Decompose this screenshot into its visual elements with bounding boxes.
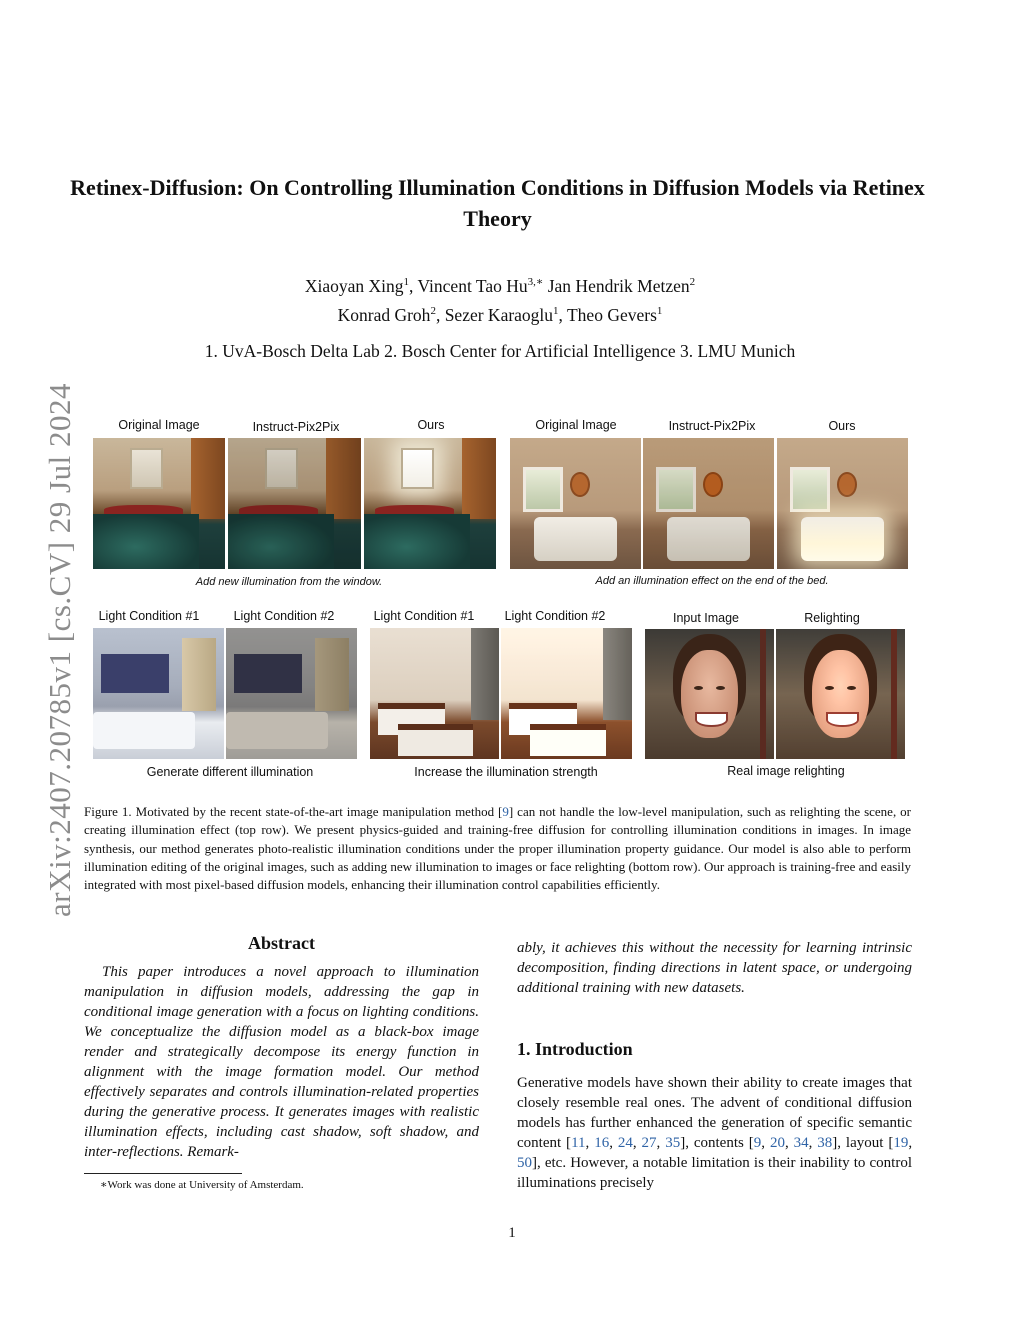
label-input-image: Input Image [672, 611, 740, 625]
paper-title: Retinex-Diffusion: On Controlling Illumination Conditions in Diffusion Models via Retinex Theory [70, 175, 925, 231]
author-affil-mark: 2 [689, 276, 696, 288]
author-affil-mark: 1 [553, 304, 559, 317]
label-light-condition-1: Light Condition #1 [373, 609, 475, 623]
caption-real-image-relighting: Real image relighting [727, 764, 845, 778]
affiliations: 1. UvA-Bosch Delta Lab 2. Bosch Center for Artificial Intelligence 3. LMU Munich [204, 341, 796, 361]
room-original-image [510, 438, 641, 569]
abstract-heading: Abstract [248, 933, 315, 953]
introduction-heading: 1. Introduction [517, 1039, 633, 1059]
label-instruct-pix2pix: Instruct-Pix2Pix [668, 419, 756, 433]
label-original-image: Original Image [118, 418, 200, 432]
author-affil-mark: 1 [403, 276, 410, 288]
caption-increase-illumination-strength: Increase the illumination strength [414, 765, 598, 779]
citation-link[interactable]: 24 [617, 1135, 633, 1151]
hotel-light-condition-2-image [226, 628, 357, 759]
introduction-text: , [656, 1135, 666, 1151]
label-light-condition-2: Light Condition #2 [233, 609, 335, 623]
citation-link[interactable]: 11 [571, 1135, 586, 1151]
introduction-text: , [808, 1135, 818, 1151]
author-affil-mark: 3,∗ [527, 276, 544, 288]
author-line-1: Xiaoyan Xing$^1$, Vincent Tao $Hu^{3,∗}$ Jan Hendrik Metzen$^2$ [304, 275, 696, 296]
room-ours-image [777, 438, 908, 569]
author-line-2: Konrad Groh$^2$, Sezer Karaoglu$^1$, Theo Gevers$^1$ [337, 304, 663, 325]
twin-room-light-condition-1-image [370, 628, 499, 759]
bedroom-original-image [93, 438, 225, 569]
introduction-text: , [761, 1135, 770, 1151]
introduction-body [517, 1073, 912, 1193]
abstract-body: This paper introduces a novel approach to illumination manipulation in diffusion models, addressing the gap in conditional image generation with a focus on lighting conditions. We conceptualize the diffusion model as a black-box image render and strategically decompose its energy function in alignment with the image formation model. Our method effectively separates and controls illumination-related properties during the generative process. It generates images with realistic illumination effects, including cast shadow, soft shadow, and inter-reflections. Remark- [84, 964, 479, 1160]
label-ours: Ours [417, 418, 445, 432]
introduction-text: ], contents [ [680, 1135, 754, 1151]
introduction-text: ], layout [ [832, 1135, 894, 1151]
abstract-continued: ably, it achieves this without the necessity for learning intrinsic decomposition, finding directions in latent space, or undergoing additional training with new datasets. [517, 940, 912, 996]
hotel-light-condition-1-image [93, 628, 224, 759]
author-name: Sezer Karaoglu [444, 304, 554, 325]
label-light-condition-2: Light Condition #2 [504, 609, 606, 623]
author-name: Konrad Groh [337, 304, 431, 325]
arxiv-id-text: arXiv:2407.20785v1 [cs.CV] 29 Jul 2024 [42, 383, 77, 917]
citation-link[interactable]: 27 [641, 1135, 657, 1151]
face-input-image [645, 629, 774, 759]
citation-link[interactable]: 38 [817, 1135, 833, 1151]
author-name: Theo Gevers [566, 304, 657, 325]
introduction-text: , [632, 1135, 642, 1151]
citation-link[interactable]: 50 [517, 1155, 532, 1171]
caption-add-window-illumination: Add new illumination from the window. [195, 576, 383, 588]
figure-caption [84, 803, 911, 894]
label-relighting: Relighting [804, 611, 860, 625]
figure-caption-text: Figure 1. Motivated by the recent state-of-the-art image manipulation method [ [84, 804, 503, 819]
author-name: Jan Hendrik Metzen [547, 275, 690, 296]
introduction-text: , [784, 1135, 794, 1151]
caption-generate-different-illumination: Generate different illumination [146, 765, 314, 779]
introduction-text: , [908, 1135, 913, 1151]
page-number: 1 [508, 1225, 516, 1241]
introduction-text: Generative models have shown their ability to create images that closely resemble real ones. The advent of conditional diffusion models has further enhanced the generation of specific semantic content [ [517, 1075, 912, 1151]
author-list [150, 270, 850, 328]
bedroom-ours-image [364, 438, 496, 569]
citation-link[interactable]: 35 [665, 1135, 681, 1151]
citation-link[interactable]: 34 [793, 1135, 809, 1151]
footnote-rule [84, 1173, 242, 1174]
author-name: Vincent Tao Hu [417, 275, 528, 296]
author-name: Xiaoyan Xing [304, 275, 404, 296]
citation-link[interactable]: 9 [753, 1135, 762, 1151]
author-affil-mark: 1 [656, 304, 663, 317]
citation-link[interactable]: 20 [769, 1135, 785, 1151]
introduction-text: , [609, 1135, 618, 1151]
label-light-condition-1: Light Condition #1 [98, 609, 200, 623]
citation-link[interactable]: 19 [893, 1135, 909, 1151]
author-affil-mark: 2 [430, 304, 436, 317]
bedroom-instructpix2pix-image [228, 438, 361, 569]
citation-link[interactable]: 16 [594, 1135, 610, 1151]
citation-link[interactable]: 9 [502, 804, 509, 819]
room-instructpix2pix-image [643, 438, 774, 569]
footnote: ∗Work was done at University of Amsterdam. [100, 1179, 304, 1191]
face-relighting-image [776, 629, 905, 759]
label-instruct-pix2pix: Instruct-Pix2Pix [252, 420, 340, 434]
twin-room-light-condition-2-image [501, 628, 632, 759]
label-original-image: Original Image [535, 418, 617, 432]
figure-caption-text: ] can not handle the low-level manipulation, such as relighting the scene, or creating illumination effect (top row). We present physics-guided and training-free diffusion for controlling illumination conditions in images. In image synthesis, our method generates photo-realistic illumination conditions under the proper illumination property guidance. Our model is also able to perform illumination editing of the original images, such as adding new illumination to images or face relighting (bottom row). Our approach is training-free and easily integrated with most pixel-based diffusion models, enhancing their illumination control capabilities efficiently. [84, 804, 911, 893]
label-ours: Ours [828, 419, 856, 433]
caption-add-bed-illumination: Add an illumination effect on the end of the bed. [595, 575, 829, 587]
introduction-text: , [585, 1135, 595, 1151]
introduction-text: ], etc. However, a notable limitation is their inability to control illuminations precisely [517, 1155, 912, 1191]
